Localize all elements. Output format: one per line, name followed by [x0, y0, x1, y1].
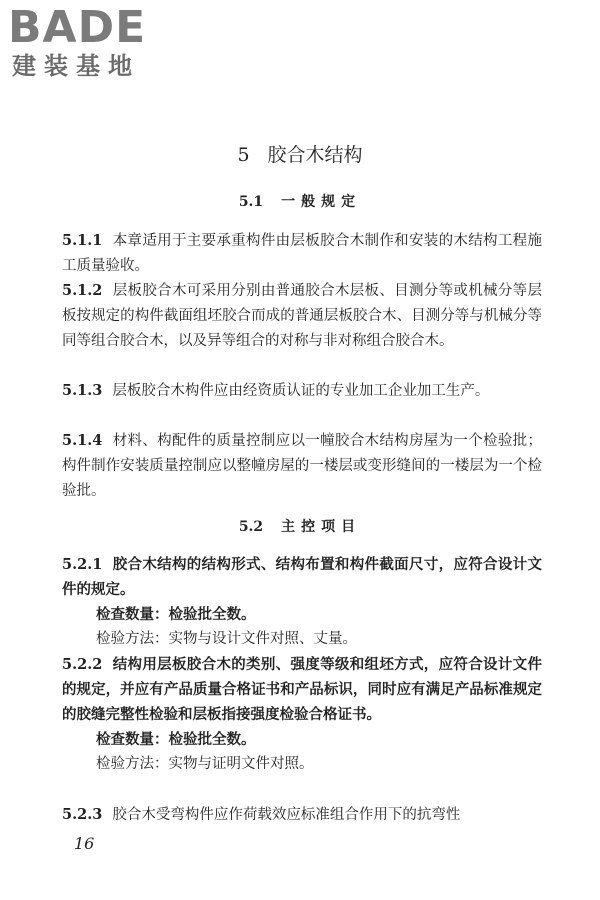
section-title: 主控项目 [281, 519, 362, 535]
check-quantity: 检查数量：检验批全数。 [96, 606, 256, 623]
clause-5-1-2 [62, 278, 542, 354]
section-number: 5.2 [238, 519, 264, 535]
clause-5-1-3 [62, 378, 542, 404]
page-number: 16 [74, 834, 95, 853]
clause-5-1-1 [62, 228, 542, 279]
clause-5-2-2 [62, 652, 542, 777]
check-quantity: 检查数量：检验批全数。 [96, 731, 256, 748]
clause-5-2-3 [62, 802, 542, 828]
section-heading-5-1 [0, 191, 600, 211]
clause-number: 5.2.1 [62, 556, 103, 573]
logo-main-text: BADE [8, 2, 147, 53]
clause-text: 胶合木结构的结构形式、结构布置和构件截面尺寸，应符合设计文件的规定。 [62, 556, 542, 598]
clause-number: 5.1.4 [62, 432, 103, 449]
chapter-title: 胶合木结构 [267, 144, 363, 166]
clause-text: 结构用层板胶合木的类别、强度等级和组坯方式，应符合设计文件的规定，并应有产品质量合格证书和产品标识，同时应有满足产品标准规定的胶缝完整性检验和层板指接强度检验合格证书。 [62, 656, 542, 723]
chapter-heading [0, 140, 600, 167]
section-heading-5-2 [0, 516, 600, 536]
clause-text: 层板胶合木可采用分别由普通胶合木层板、目测分等或机械分等层板按规定的构件截面组坯胶合而成的普通层板胶合木、目测分等与机械分等同等组合胶合木，以及异等组合的对称与非对称组合胶合木。 [62, 283, 542, 349]
clause-number: 5.1.3 [62, 382, 103, 399]
chapter-number: 5 [237, 144, 250, 166]
clause-number: 5.1.2 [62, 282, 103, 299]
check-method: 检验方法：实物与证明文件对照。 [96, 756, 314, 772]
clause-text: 本章适用于主要承重构件由层板胶合木制作和安装的木结构工程施工质量验收。 [62, 233, 542, 274]
clause-text: 材料、构配件的质量控制应以一幢胶合木结构房屋为一个检验批；构件制作安装质量控制应以整幢房屋的一楼层或变形缝间的一楼层为一个检验批。 [62, 433, 542, 499]
logo-sub-text: 建装基地 [12, 52, 140, 80]
clause-number: 5.2.2 [62, 656, 103, 673]
clause-5-2-1 [62, 552, 542, 652]
section-title: 一般规定 [281, 194, 362, 210]
check-method: 检验方法：实物与设计文件对照、丈量。 [96, 631, 357, 647]
clause-5-1-4 [62, 428, 542, 504]
section-number: 5.1 [238, 194, 264, 210]
clause-number: 5.1.1 [62, 232, 103, 249]
clause-text: 胶合木受弯构件应作荷载效应标准组合作用下的抗弯性 [112, 807, 461, 823]
clause-text: 层板胶合木构件应由经资质认证的专业加工企业加工生产。 [112, 383, 490, 399]
clause-number: 5.2.3 [62, 806, 103, 823]
bade-logo [8, 4, 178, 80]
